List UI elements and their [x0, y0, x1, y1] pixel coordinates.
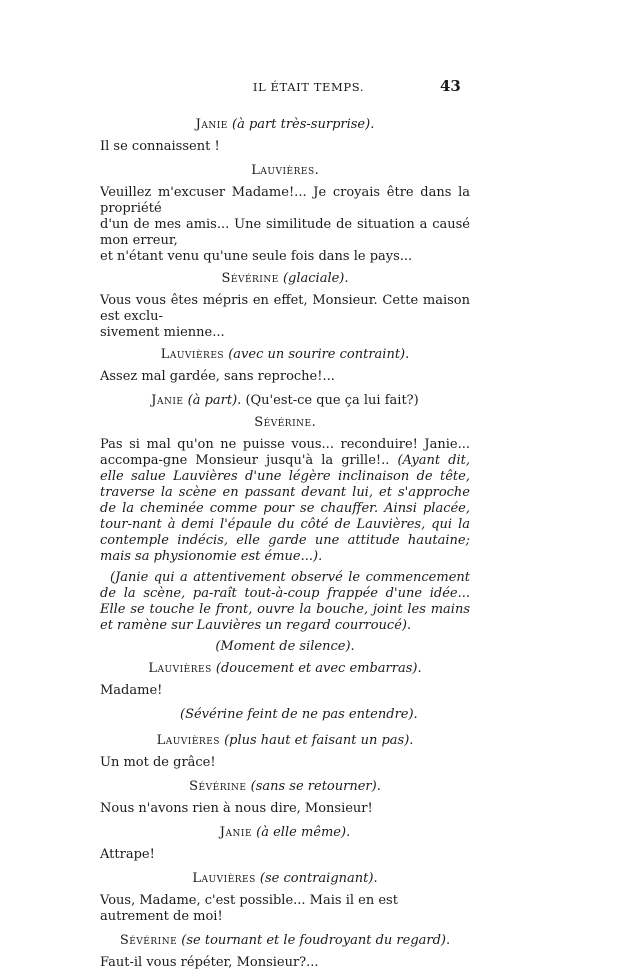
dialogue-line: Madame! — [100, 683, 163, 698]
speaker-name: Lauvières — [192, 871, 256, 886]
dialogue-line: Assez mal gardée, sans reproche!... — [100, 369, 335, 384]
stage-direction: (doucement et avec embarras) — [215, 661, 418, 676]
dialogue-line: Il se connaissent ! — [100, 139, 220, 154]
stage-direction: (sans se retourner) — [250, 779, 377, 794]
speaker-heading — [100, 117, 470, 133]
speaker-name: Janie — [151, 393, 184, 408]
speaker-name: Lauvières — [160, 347, 225, 362]
stage-direction: (plus haut et faisant un pas) — [224, 733, 410, 748]
speaker-name: Sévérine — [254, 415, 312, 430]
speaker-suffix: . — [346, 825, 351, 840]
speaker-name: Sévérine — [119, 933, 178, 948]
stage-direction: (se contraignant) — [259, 871, 374, 886]
speaker-name: Sévérine — [189, 779, 247, 794]
speaker-heading — [100, 871, 470, 887]
speaker-name: Lauvières — [148, 661, 212, 676]
speaker-suffix: . — [373, 871, 378, 886]
speaker-heading — [100, 393, 470, 409]
stage-direction: (avec un sourire contraint) — [228, 347, 406, 362]
speaker-heading — [100, 347, 470, 363]
speaker-heading — [100, 661, 470, 677]
speaker-heading — [100, 933, 470, 949]
stage-direction: (à elle même) — [256, 825, 347, 840]
stage-direction: (Moment de silence). — [215, 639, 355, 654]
speaker-suffix: . — [409, 733, 414, 748]
speaker-heading — [100, 163, 470, 179]
stage-direction: (Sévérine feint de ne pas entendre). — [180, 707, 418, 722]
dialogue-line: sivement mienne... — [100, 325, 225, 340]
speaker-suffix: . — [311, 415, 316, 430]
speaker-name: Lauvières — [251, 163, 315, 178]
dialogue-line: Attrape! — [100, 847, 155, 862]
speaker-suffix: . — [405, 347, 410, 362]
dialogue-paragraph — [100, 185, 470, 265]
stage-direction: (glaciale) — [282, 271, 345, 286]
dialogue-paragraph — [100, 293, 470, 341]
speaker-suffix: . (Qu'est-ce que ça lui fait?) — [237, 393, 419, 408]
speaker-suffix: . — [370, 117, 375, 132]
play-text — [100, 111, 470, 979]
dialogue-line: Un mot de grâce! — [100, 755, 216, 770]
speaker-suffix: . — [446, 933, 451, 948]
speaker-heading — [100, 825, 470, 841]
dialogue-line: Vous, Madame, c'est possible... Mais il en est autrement de moi! — [100, 893, 398, 924]
speaker-suffix: . — [376, 779, 381, 794]
speaker-suffix: . — [314, 163, 319, 178]
speaker-heading — [100, 415, 470, 431]
dialogue-line: Faut-il vous répéter, Monsieur?... — [100, 955, 319, 970]
dialogue-line: et n'étant venu qu'une seule fois dans le pays... — [100, 249, 413, 264]
stage-direction: (à part) — [187, 393, 238, 408]
speaker-name: Janie — [219, 825, 253, 840]
stage-direction: (à part très-surprise) — [232, 117, 371, 132]
speaker-heading — [100, 271, 470, 287]
speaker-heading — [100, 733, 470, 749]
dialogue-line: d'un de mes amis... Une similitude de situation a causé mon erreur, — [100, 217, 470, 248]
speaker-suffix: . — [417, 661, 422, 676]
dialogue-line: Veuillez m'excuser Madame!... Je croyais être dans la propriété — [100, 185, 470, 216]
running-header: IL ÉTAIT TEMPS. — [252, 80, 365, 94]
page-number: 43 — [440, 77, 461, 95]
stage-direction: (se tournant et le foudroyant du regard) — [181, 933, 447, 948]
speaker-suffix: . — [344, 271, 349, 286]
stage-direction: (Janie qui a attentivement observé le commencement de la scène, pa-raît tout-à-coup frappée d'une idée... Elle se touche le front, ouvre la bouche, joint les mains et ramène sur Lauvières un regard courroucé). — [100, 570, 470, 633]
speaker-name: Lauvières — [156, 733, 220, 748]
speaker-heading — [100, 779, 470, 795]
dialogue-text: Pas si mal qu'on ne puisse vous... reconduire! Janie... accompa-gne Monsieur jusqu'à la grille!.. — [100, 437, 470, 468]
dialogue-line: Nous n'avons rien à nous dire, Monsieur! — [100, 801, 373, 816]
dialogue-line: Vous vous êtes mépris en effet, Monsieur. Cette maison est exclu- — [100, 293, 470, 324]
speaker-name: Sévérine — [221, 271, 279, 286]
dialogue-paragraph — [100, 437, 470, 565]
speaker-name: Janie — [195, 117, 228, 132]
stage-direction: (Ayant dit, elle salue Lauvières d'une légère inclinaison de tête, traverse la scène en passant devant lui, et s'approche de la cheminée comme pour se chauffer. Ainsi placée, tour-nant à demi l'épaule du côté de Lauvières, qui la contemple indécis, elle garde une attitude hautaine; mais sa physionomie est émue...). — [100, 453, 470, 564]
